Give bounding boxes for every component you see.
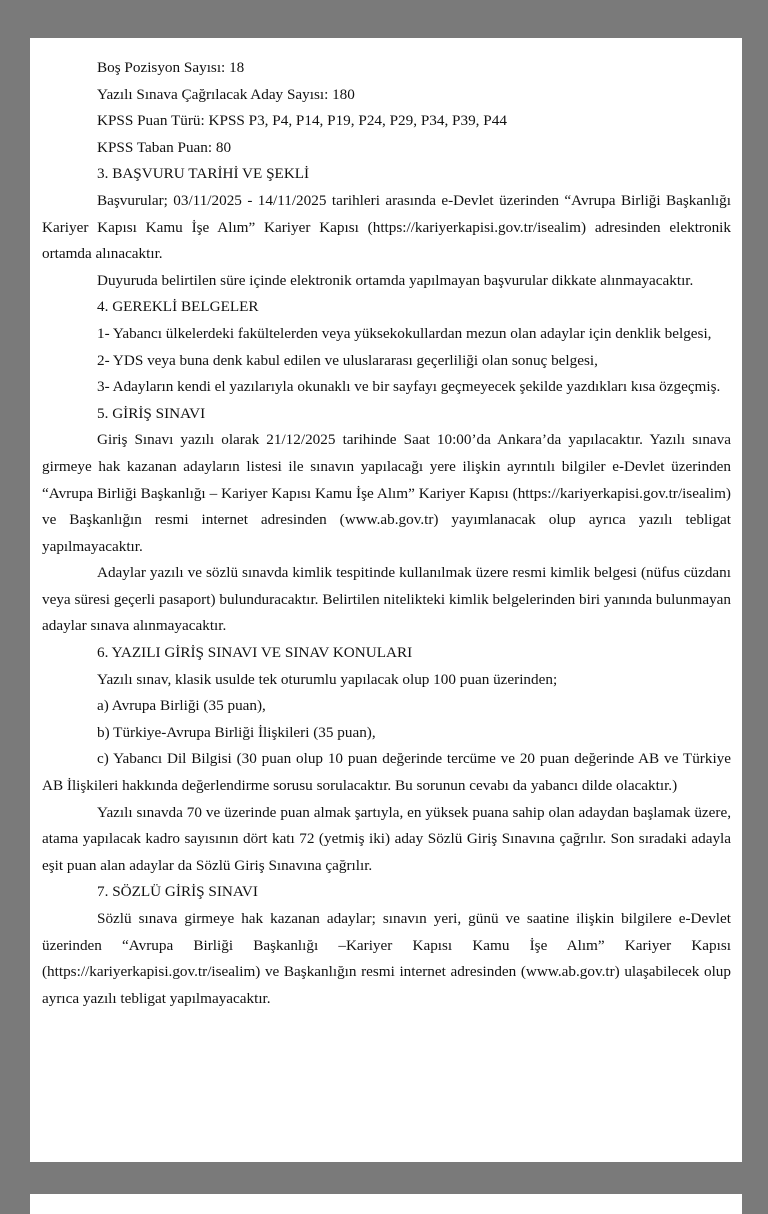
section-5-paragraph-1: Giriş Sınavı yazılı olarak 21/12/2025 tarihinde Saat 10:00’da Ankara’da yapılacaktır. Yazılı sınava girmeye hak kazanan adayların listesi ile sınavın yapılacağı yere ilişkin ayrıntılı bilgiler e-Devlet üzerinden “Avrupa Birliği Başkanlığı – Kariyer Kapısı Kamu İşe Alım” Kariyer Kapısı (https://kariyerkapisi.gov.tr/isealim) ve Başkanlığın resmi internet adresinden (www.ab.gov.tr) yayımlanacak olup ayrıca yazılı tebligat yapılmayacaktır.	[42, 431, 731, 555]
section-5-paragraph-2: Adaylar yazılı ve sözlü sınavda kimlik tespitinde kullanılmak üzere resmi kimlik belgesi (nüfus cüzdanı veya süresi geçerli pasaport) bulunduracaktır. Belirtilen nitelikteki kimlik belgelerinden biri yanında bulunmayan adaylar sınava alınmayacaktır.	[42, 564, 731, 635]
line-bos-pozisyon: Boş Pozisyon Sayısı: 18	[97, 59, 245, 76]
section-6-item-a: a) Avrupa Birliği (35 puan),	[97, 697, 266, 715]
section-5-heading: 5. GİRİŞ SINAVI	[97, 404, 206, 422]
section-6-item-b: b) Türkiye-Avrupa Birliği İlişkileri (35 puan),	[97, 723, 376, 741]
section-7-paragraph-1: Sözlü sınava girmeye hak kazanan adaylar; sınavın yeri, günü ve saatine ilişkin bilgilere e-Devlet üzerinden “Avrupa Birliği Başkanlığı –Kariyer Kapısı Kamu İşe Alım” Kariyer Kapısı (https://kariyerkapisi.gov.tr/isealim) ve Başkanlığın resmi internet adresinden (www.ab.gov.tr) ulaşabilecek olup ayrıca yazılı tebligat yapılmayacaktır.	[42, 910, 731, 1007]
section-6-intro: Yazılı sınav, klasik usulde tek oturumlu yapılacak olup 100 puan üzerinden;	[97, 670, 558, 688]
section-6-heading: 6. YAZILI GİRİŞ SINAVI VE SINAV KONULARI	[97, 644, 413, 662]
section-7-heading: 7. SÖZLÜ GİRİŞ SINAVI	[97, 883, 258, 901]
section-4-item-2: 2- YDS veya buna denk kabul edilen ve uluslararası geçerliliği olan sonuç belgesi,	[97, 351, 598, 369]
section-3-heading: 3. BAŞVURU TARİHİ VE ŞEKLİ	[97, 165, 310, 183]
line-kpss-taban: KPSS Taban Puan: 80	[97, 138, 232, 156]
section-3-paragraph-1: Başvurular; 03/11/2025 - 14/11/2025 tarihleri arasında e-Devlet üzerinden “Avrupa Birliği Başkanlığı Kariyer Kapısı Kamu İşe Alım” Kariyer Kapısı (https://kariyerkapisi.gov.tr/isealim) adresinden elektronik ortamda alınacaktır.	[42, 191, 731, 263]
document-body	[42, 55, 731, 1012]
section-4-item-3: 3- Adayların kendi el yazılarıyla okunaklı ve bir sayfayı geçmeyecek şekilde yazdıkları kısa özgeçmiş.	[97, 378, 721, 396]
section-4-item-1: 1- Yabancı ülkelerdeki fakültelerden veya yüksekokullardan mezun olan adaylar için denklik belgesi,	[97, 324, 712, 342]
line-yazili-aday: Yazılı Sınava Çağrılacak Aday Sayısı: 180	[97, 85, 355, 103]
next-page-edge	[30, 1194, 742, 1214]
line-kpss-puan-turu: KPSS Puan Türü: KPSS P3, P4, P14, P19, P24, P29, P34, P39, P44	[97, 112, 507, 130]
section-4-heading: 4. GEREKLİ BELGELER	[97, 298, 259, 316]
section-6-item-c: c) Yabancı Dil Bilgisi (30 puan olup 10 puan değerinde tercüme ve 20 puan değerinde AB ve Türkiye AB İlişkileri hakkında değerlendirme sorusu sorulacaktır. Bu sorunun cevabı da yabancı dilde olacaktır.)	[42, 750, 731, 795]
section-3-paragraph-2: Duyuruda belirtilen süre içinde elektronik ortamda yapılmayan başvurular dikkate alınmayacaktır.	[97, 271, 694, 289]
section-6-paragraph-final: Yazılı sınavda 70 ve üzerinde puan almak şartıyla, en yüksek puana sahip olan adaydan başlamak üzere, atama yapılacak kadro sayısının dört katı 72 (yetmiş iki) aday Sözlü Giriş Sınavına çağrılır. Son sıradaki adayla eşit puan alan adaylar da Sözlü Giriş Sınavına çağrılır.	[42, 803, 731, 874]
document-page	[30, 38, 742, 1162]
